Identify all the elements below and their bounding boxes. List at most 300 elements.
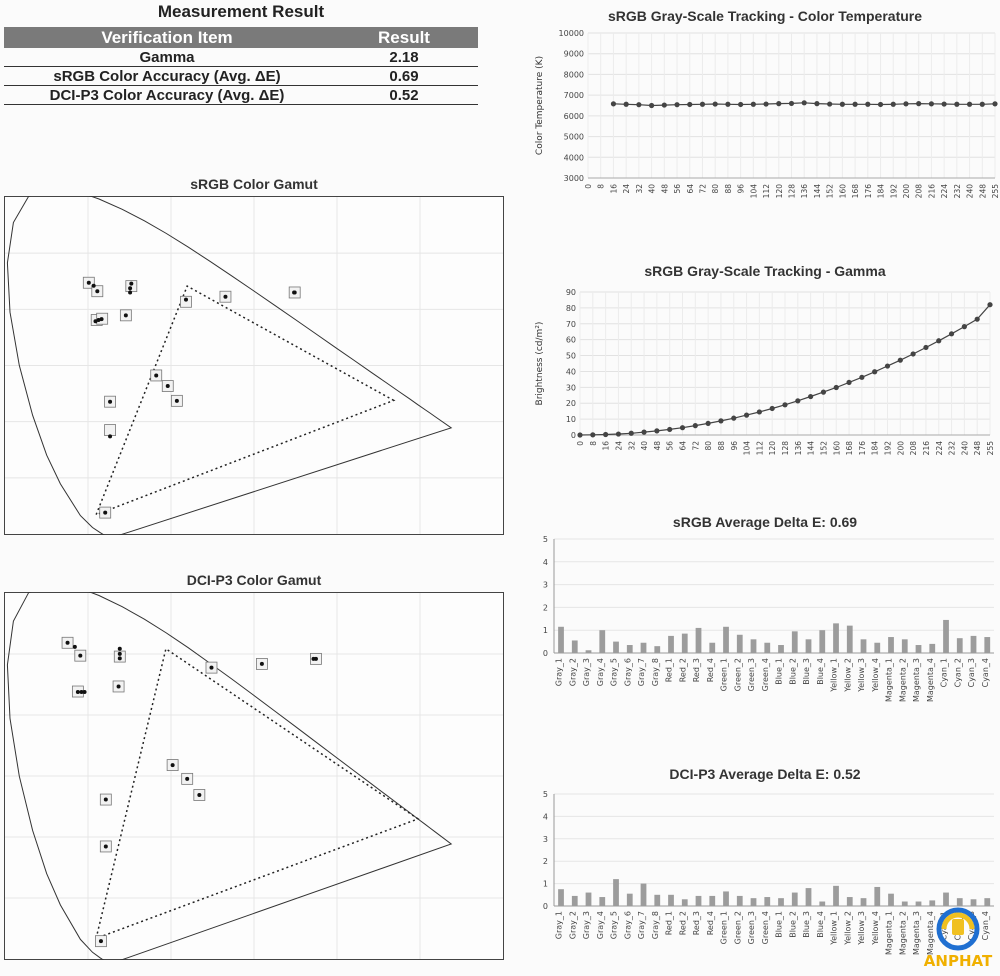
y-tick-label: 30 bbox=[565, 383, 576, 393]
data-point bbox=[878, 102, 883, 107]
x-tick-label: 112 bbox=[755, 441, 765, 456]
data-point bbox=[903, 101, 908, 106]
x-tick-label: 96 bbox=[736, 184, 746, 194]
x-tick-label: Green_4 bbox=[760, 911, 770, 945]
y-tick-label: 90 bbox=[565, 288, 576, 297]
x-tick-label: Cyan_1 bbox=[939, 658, 949, 688]
y-tick-label: 5 bbox=[542, 790, 548, 799]
data-point bbox=[751, 102, 756, 107]
bar bbox=[984, 637, 990, 653]
x-tick-label: Gray_3 bbox=[582, 658, 592, 687]
x-tick-label: 24 bbox=[614, 441, 624, 451]
logo-mark-icon bbox=[920, 905, 996, 971]
x-tick-label: 200 bbox=[896, 441, 906, 456]
measured-point bbox=[87, 281, 91, 285]
y-tick-label: 4 bbox=[542, 557, 548, 567]
bar bbox=[572, 896, 578, 906]
bar bbox=[613, 879, 619, 906]
gamma-chart-title: sRGB Gray-Scale Tracking - Gamma bbox=[644, 263, 886, 279]
bar bbox=[778, 898, 784, 906]
x-tick-label: Red_1 bbox=[664, 911, 674, 936]
logo-text: ANPHAT bbox=[923, 952, 993, 970]
bar bbox=[847, 626, 853, 653]
data-point bbox=[693, 423, 698, 428]
x-tick-label: 208 bbox=[909, 441, 919, 456]
y-tick-label: 70 bbox=[565, 319, 576, 329]
x-tick-label: 16 bbox=[609, 184, 619, 194]
data-point bbox=[641, 430, 646, 435]
x-tick-label: Gray_1 bbox=[554, 658, 564, 687]
x-tick-label: Magenta_1 bbox=[884, 658, 894, 703]
y-tick-label: 0 bbox=[570, 431, 576, 440]
data-point bbox=[649, 103, 654, 108]
bar bbox=[737, 896, 743, 906]
x-tick-label: 40 bbox=[647, 184, 657, 194]
dcip3-de-title: DCI-P3 Average Delta E: 0.52 bbox=[669, 766, 861, 782]
anphat-logo bbox=[920, 905, 996, 971]
y-tick-label: 2 bbox=[542, 603, 548, 613]
x-tick-label: 24 bbox=[622, 184, 632, 194]
x-tick-label: 32 bbox=[634, 184, 644, 194]
data-point bbox=[667, 427, 672, 432]
table-row bbox=[4, 86, 478, 105]
x-tick-label: 16 bbox=[601, 441, 611, 451]
data-point bbox=[611, 101, 616, 106]
data-point bbox=[718, 418, 723, 423]
y-tick-label: 3000 bbox=[563, 174, 584, 183]
x-tick-label: 200 bbox=[901, 184, 911, 199]
measured-point bbox=[104, 798, 108, 802]
y-tick-label: 7000 bbox=[563, 91, 584, 101]
x-tick-label: Magenta_4 bbox=[925, 658, 935, 703]
dcip3-gamut-chart bbox=[4, 592, 504, 960]
bar bbox=[737, 635, 743, 653]
x-tick-label: 48 bbox=[652, 441, 662, 451]
data-point bbox=[827, 101, 832, 106]
y-tick-label: 40 bbox=[565, 367, 576, 377]
x-tick-label: 232 bbox=[947, 441, 957, 456]
x-tick-label: Cyan_1 bbox=[939, 911, 949, 941]
y-tick-label: 1 bbox=[542, 626, 548, 636]
measured-point bbox=[118, 647, 122, 651]
x-tick-label: 48 bbox=[660, 184, 670, 194]
x-tick-label: 176 bbox=[857, 441, 867, 456]
measured-point bbox=[171, 763, 175, 767]
bar bbox=[902, 902, 908, 906]
data-point bbox=[603, 432, 608, 437]
data-point bbox=[731, 416, 736, 421]
y-tick-label: 50 bbox=[565, 351, 576, 361]
x-tick-label: Blue_2 bbox=[788, 911, 798, 938]
x-tick-label: 112 bbox=[762, 184, 772, 199]
bar bbox=[723, 627, 729, 653]
measured-point bbox=[314, 657, 318, 661]
x-tick-label: 56 bbox=[673, 184, 683, 194]
x-tick-label: Red_4 bbox=[705, 911, 715, 936]
measured-point bbox=[223, 295, 227, 299]
x-tick-label: Gray_6 bbox=[623, 658, 633, 687]
x-tick-label: 128 bbox=[787, 184, 797, 199]
measured-point bbox=[118, 652, 122, 656]
y-tick-label: 3 bbox=[542, 580, 548, 590]
data-point bbox=[954, 102, 959, 107]
result-cell: 2.18 bbox=[330, 48, 478, 67]
x-tick-label: Red_3 bbox=[692, 911, 702, 936]
x-tick-label: 160 bbox=[838, 184, 848, 199]
data-point bbox=[923, 345, 928, 350]
bar bbox=[764, 643, 770, 653]
item-cell: DCI-P3 Color Accuracy (Avg. ΔE) bbox=[4, 86, 330, 105]
x-tick-label: Magenta_3 bbox=[912, 911, 922, 956]
measured-point bbox=[104, 844, 108, 848]
data-point bbox=[725, 102, 730, 107]
x-tick-label: 160 bbox=[832, 441, 842, 456]
x-tick-label: 72 bbox=[691, 441, 701, 451]
x-tick-label: 0 bbox=[584, 184, 593, 189]
data-point bbox=[782, 402, 787, 407]
bar bbox=[833, 886, 839, 906]
x-tick-label: Red_1 bbox=[664, 658, 674, 683]
bar bbox=[668, 636, 674, 653]
x-tick-label: 184 bbox=[876, 184, 886, 199]
x-tick-label: 224 bbox=[940, 184, 950, 199]
y-tick-label: 5 bbox=[542, 535, 548, 544]
x-tick-label: Red_2 bbox=[678, 658, 688, 683]
measured-point bbox=[83, 690, 87, 694]
data-point bbox=[706, 421, 711, 426]
x-tick-label: 216 bbox=[921, 441, 931, 456]
data-point bbox=[757, 409, 762, 414]
data-point bbox=[674, 102, 679, 107]
y-tick-label: 5000 bbox=[563, 132, 584, 142]
x-tick-label: 168 bbox=[851, 184, 861, 199]
data-point bbox=[872, 369, 877, 374]
x-tick-label: 120 bbox=[774, 184, 784, 199]
x-tick-label: Gray_6 bbox=[623, 911, 633, 940]
x-tick-label: 88 bbox=[716, 441, 726, 451]
x-tick-label: 136 bbox=[793, 441, 803, 456]
bar bbox=[682, 899, 688, 906]
x-tick-label: Red_4 bbox=[705, 658, 715, 683]
bar bbox=[641, 884, 647, 906]
x-tick-label: Gray_7 bbox=[637, 911, 647, 940]
bar bbox=[682, 634, 688, 653]
data-point bbox=[700, 102, 705, 107]
bar bbox=[599, 630, 605, 653]
bar bbox=[586, 650, 592, 653]
data-point bbox=[859, 375, 864, 380]
data-point bbox=[898, 358, 903, 363]
gamma-chart bbox=[530, 284, 1000, 456]
x-tick-label: 248 bbox=[973, 441, 983, 456]
x-tick-label: Blue_3 bbox=[802, 911, 812, 938]
data-point bbox=[624, 102, 629, 107]
x-tick-label: 224 bbox=[934, 441, 944, 456]
bar bbox=[792, 893, 798, 906]
bar bbox=[586, 893, 592, 906]
y-tick-label: 4000 bbox=[563, 153, 584, 163]
bar bbox=[599, 897, 605, 906]
y-tick-label: 1 bbox=[542, 879, 548, 889]
measured-point bbox=[129, 282, 133, 286]
bar bbox=[654, 895, 660, 906]
x-tick-label: Blue_3 bbox=[802, 658, 812, 685]
y-axis-label: Brightness (cd/m²) bbox=[535, 321, 545, 406]
x-tick-label: 64 bbox=[685, 184, 695, 194]
item-cell: sRGB Color Accuracy (Avg. ΔE) bbox=[4, 67, 330, 86]
data-point bbox=[680, 425, 685, 430]
measured-point bbox=[175, 399, 179, 403]
measured-point bbox=[184, 298, 188, 302]
result-cell: 0.69 bbox=[330, 67, 478, 86]
x-tick-label: 144 bbox=[806, 441, 816, 456]
bar bbox=[696, 628, 702, 653]
y-tick-label: 80 bbox=[565, 303, 576, 313]
x-tick-label: Cyan_3 bbox=[967, 658, 977, 688]
data-point bbox=[808, 394, 813, 399]
bar bbox=[847, 897, 853, 906]
x-tick-label: Yellow_4 bbox=[870, 658, 880, 692]
data-point bbox=[967, 102, 972, 107]
measurement-table bbox=[4, 27, 478, 105]
bar bbox=[723, 891, 729, 906]
x-tick-label: Gray_5 bbox=[609, 658, 619, 687]
x-tick-label: Green_1 bbox=[719, 911, 729, 945]
x-tick-label: Red_2 bbox=[678, 911, 688, 936]
bar bbox=[792, 631, 798, 653]
bar bbox=[819, 630, 825, 653]
x-tick-label: Gray_2 bbox=[568, 658, 578, 687]
bar bbox=[833, 623, 839, 653]
target-marker bbox=[105, 425, 116, 436]
x-tick-label: 184 bbox=[870, 441, 880, 456]
bar bbox=[558, 889, 564, 906]
data-point bbox=[840, 102, 845, 107]
bar bbox=[778, 645, 784, 653]
data-point bbox=[814, 101, 819, 106]
x-tick-label: Red_3 bbox=[692, 658, 702, 683]
y-tick-label: 2 bbox=[542, 857, 548, 867]
x-tick-label: 255 bbox=[986, 441, 995, 456]
bar bbox=[861, 898, 867, 906]
x-tick-label: 168 bbox=[845, 441, 855, 456]
x-tick-label: 32 bbox=[627, 441, 637, 451]
measured-point bbox=[209, 666, 213, 670]
x-tick-label: Green_2 bbox=[733, 911, 743, 945]
x-tick-label: Yellow_1 bbox=[829, 911, 839, 945]
x-tick-label: Yellow_4 bbox=[870, 911, 880, 945]
x-tick-label: Blue_1 bbox=[774, 658, 784, 685]
x-tick-label: Cyan_4 bbox=[980, 658, 990, 688]
x-tick-label: Gray_8 bbox=[650, 911, 660, 940]
measured-point bbox=[108, 400, 112, 404]
bar bbox=[572, 640, 578, 653]
measured-point bbox=[103, 511, 107, 515]
x-tick-label: 192 bbox=[883, 441, 893, 456]
bar bbox=[888, 637, 894, 653]
column-header-result: Result bbox=[330, 27, 478, 48]
bar bbox=[888, 894, 894, 906]
measured-point bbox=[108, 434, 112, 438]
bar bbox=[751, 639, 757, 653]
x-tick-label: 216 bbox=[927, 184, 937, 199]
x-tick-label: Gray_8 bbox=[650, 658, 660, 687]
data-point bbox=[763, 101, 768, 106]
data-point bbox=[962, 324, 967, 329]
x-tick-label: Yellow_1 bbox=[829, 658, 839, 692]
x-tick-label: 192 bbox=[889, 184, 899, 199]
data-point bbox=[738, 102, 743, 107]
cct-chart-title: sRGB Gray-Scale Tracking - Color Temperature bbox=[607, 8, 923, 24]
x-tick-label: Yellow_2 bbox=[843, 911, 853, 945]
data-point bbox=[987, 302, 992, 307]
data-point bbox=[770, 406, 775, 411]
data-point bbox=[975, 317, 980, 322]
measured-point bbox=[99, 939, 103, 943]
measured-point bbox=[92, 284, 96, 288]
x-tick-label: Green_4 bbox=[760, 658, 770, 692]
data-point bbox=[636, 102, 641, 107]
bar bbox=[751, 898, 757, 906]
x-tick-label: Cyan_4 bbox=[980, 911, 990, 941]
y-tick-label: 6000 bbox=[563, 111, 584, 121]
x-tick-label: Gray_4 bbox=[595, 658, 605, 687]
data-point bbox=[776, 101, 781, 106]
srgb-de-title: sRGB Average Delta E: 0.69 bbox=[672, 514, 858, 530]
x-tick-label: Gray_7 bbox=[637, 658, 647, 687]
x-tick-label: 128 bbox=[781, 441, 790, 456]
data-point bbox=[795, 398, 800, 403]
x-tick-label: 104 bbox=[742, 441, 752, 456]
bar bbox=[627, 645, 633, 653]
data-point bbox=[865, 102, 870, 107]
x-tick-label: Gray_2 bbox=[568, 911, 578, 940]
table-header-row bbox=[4, 27, 478, 48]
bar bbox=[668, 895, 674, 906]
x-tick-label: Magenta_2 bbox=[898, 911, 908, 956]
x-tick-label: Cyan_3 bbox=[967, 911, 977, 941]
x-tick-label: Green_3 bbox=[747, 911, 757, 945]
measured-point bbox=[197, 793, 201, 797]
measured-point bbox=[118, 656, 122, 660]
x-tick-label: Gray_5 bbox=[609, 911, 619, 940]
x-tick-label: Green_2 bbox=[733, 658, 743, 692]
data-point bbox=[789, 101, 794, 106]
x-tick-label: 136 bbox=[800, 184, 810, 199]
y-tick-label: 0 bbox=[542, 649, 548, 658]
bar bbox=[654, 646, 660, 653]
data-point bbox=[891, 102, 896, 107]
x-tick-label: Blue_1 bbox=[774, 911, 784, 938]
measured-point bbox=[260, 662, 264, 666]
x-tick-label: Magenta_3 bbox=[912, 658, 922, 703]
y-tick-label: 20 bbox=[565, 399, 576, 409]
bar bbox=[613, 642, 619, 653]
data-point bbox=[916, 101, 921, 106]
x-tick-label: Gray_4 bbox=[595, 911, 605, 940]
y-tick-label: 10 bbox=[565, 415, 576, 425]
data-point bbox=[949, 331, 954, 336]
x-tick-label: Magenta_2 bbox=[898, 658, 908, 703]
bar bbox=[943, 893, 949, 906]
data-point bbox=[834, 385, 839, 390]
x-tick-label: Gray_1 bbox=[554, 911, 564, 940]
x-tick-label: 72 bbox=[698, 184, 708, 194]
measured-point bbox=[292, 290, 296, 294]
bar bbox=[957, 638, 963, 653]
x-tick-label: 240 bbox=[960, 441, 970, 456]
measured-point bbox=[78, 654, 82, 658]
bar bbox=[696, 896, 702, 906]
bar bbox=[971, 636, 977, 653]
bar bbox=[806, 639, 812, 653]
data-point bbox=[911, 351, 916, 356]
x-tick-label: 232 bbox=[952, 184, 962, 199]
bar bbox=[874, 643, 880, 653]
bar bbox=[929, 644, 935, 653]
data-point bbox=[713, 101, 718, 106]
data-point bbox=[744, 413, 749, 418]
x-tick-label: Yellow_3 bbox=[857, 658, 867, 692]
y-axis-label: Color Temperature (K) bbox=[535, 55, 545, 156]
x-tick-label: Gray_3 bbox=[582, 911, 592, 940]
y-tick-label: 10000 bbox=[558, 29, 584, 38]
report-title: Measurement Result bbox=[157, 2, 325, 21]
data-point bbox=[577, 432, 582, 437]
x-tick-label: 152 bbox=[825, 184, 835, 199]
y-tick-label: 4 bbox=[542, 812, 548, 822]
x-tick-label: Green_1 bbox=[719, 658, 729, 692]
measured-point bbox=[73, 645, 77, 649]
bar bbox=[819, 902, 825, 906]
x-tick-label: 80 bbox=[704, 441, 714, 451]
measured-point bbox=[66, 641, 70, 645]
x-tick-label: Magenta_4 bbox=[925, 911, 935, 956]
cct-chart bbox=[530, 26, 1000, 206]
srgb-gamut-chart bbox=[4, 196, 504, 535]
dcip3-gamut-title: DCI-P3 Color Gamut bbox=[186, 572, 322, 588]
x-tick-label: 40 bbox=[640, 441, 650, 451]
data-point bbox=[802, 100, 807, 105]
y-tick-label: 60 bbox=[565, 335, 576, 345]
bar bbox=[861, 639, 867, 653]
x-tick-label: 104 bbox=[749, 184, 759, 199]
x-tick-label: 88 bbox=[723, 184, 733, 194]
data-point bbox=[846, 380, 851, 385]
x-tick-label: Blue_4 bbox=[815, 911, 825, 938]
data-point bbox=[687, 102, 692, 107]
x-tick-label: 64 bbox=[678, 441, 688, 451]
measured-point bbox=[124, 313, 128, 317]
measured-point bbox=[166, 384, 170, 388]
x-tick-label: 80 bbox=[711, 184, 721, 194]
data-point bbox=[852, 102, 857, 107]
measured-point bbox=[154, 373, 158, 377]
bar bbox=[943, 620, 949, 653]
x-tick-label: 255 bbox=[991, 184, 1000, 199]
data-point bbox=[885, 363, 890, 368]
data-point bbox=[992, 101, 997, 106]
column-header-item: Verification Item bbox=[4, 27, 330, 48]
x-tick-label: 208 bbox=[914, 184, 924, 199]
x-tick-label: 144 bbox=[812, 184, 822, 199]
data-point bbox=[654, 428, 659, 433]
x-tick-label: 248 bbox=[978, 184, 988, 199]
item-cell: Gamma bbox=[4, 48, 330, 67]
data-point bbox=[980, 102, 985, 107]
bar bbox=[902, 639, 908, 653]
data-point bbox=[821, 390, 826, 395]
